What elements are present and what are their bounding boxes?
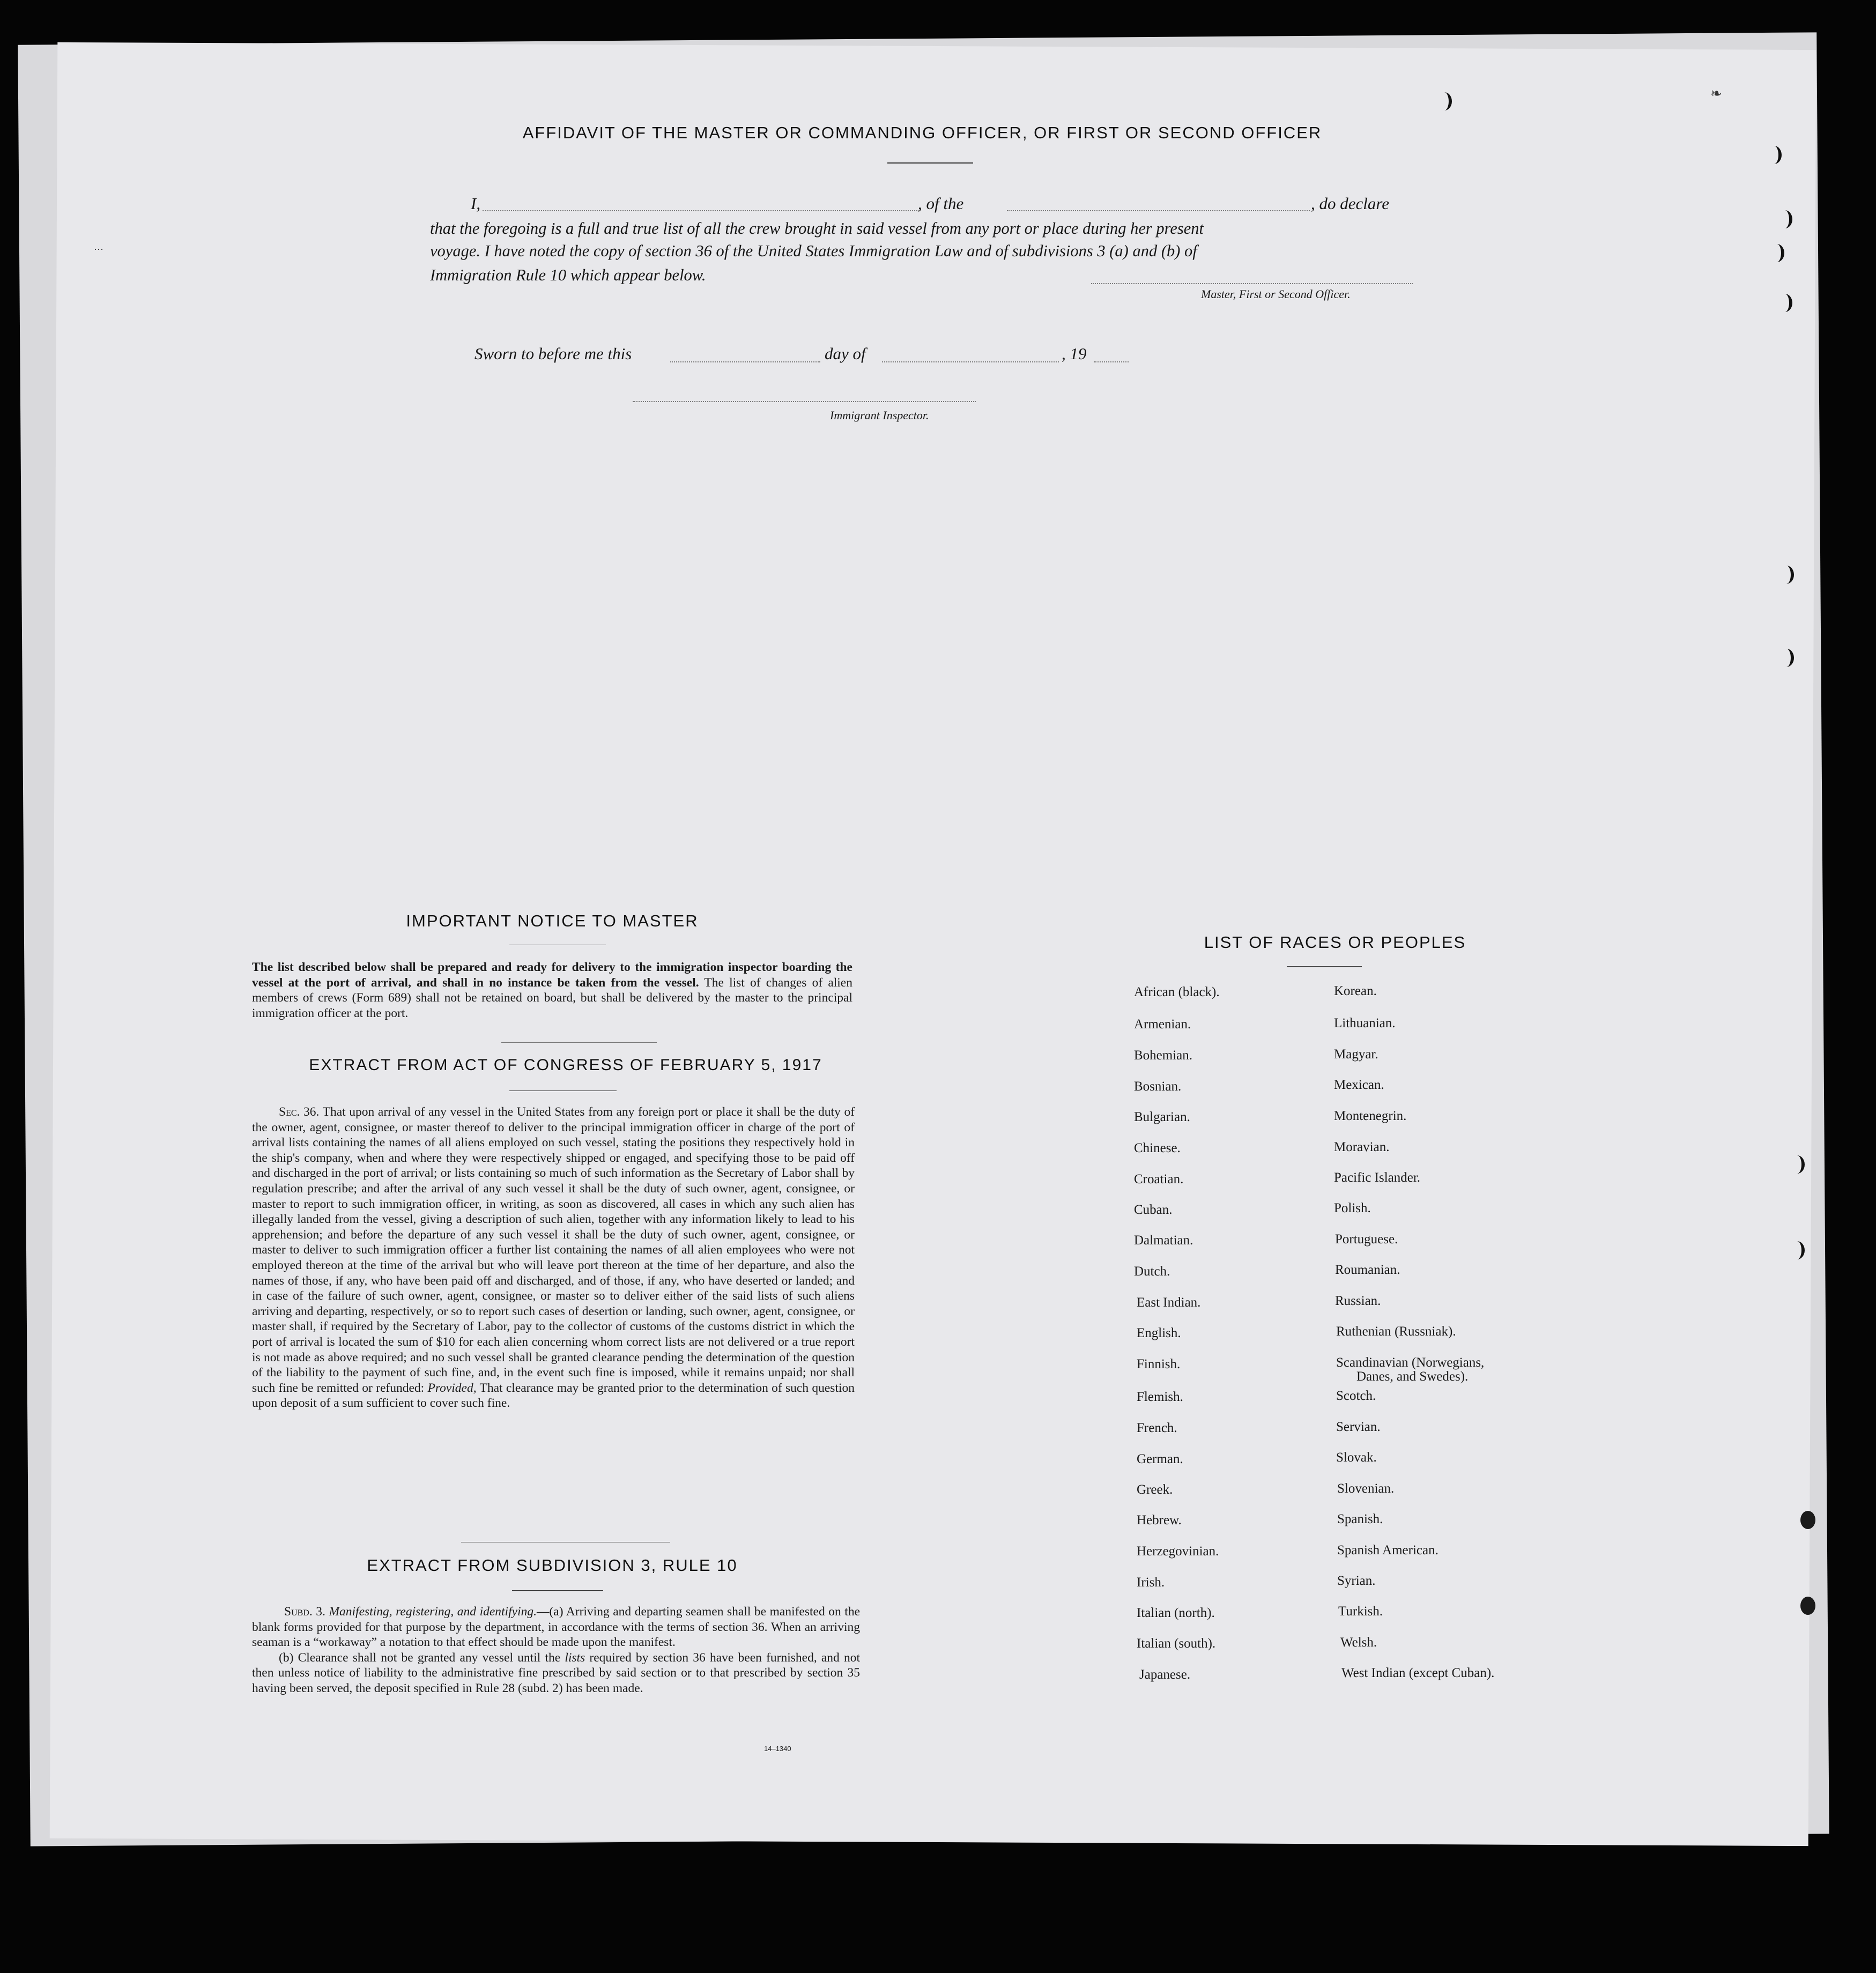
race-item: Polish. <box>1334 1201 1371 1215</box>
race-item: Turkish. <box>1338 1604 1383 1619</box>
binder-hole-icon <box>1790 1155 1805 1174</box>
race-item: Slovenian. <box>1337 1481 1395 1496</box>
notice-title: IMPORTANT NOTICE TO MASTER <box>406 911 699 930</box>
binder-hole-icon <box>1777 294 1792 312</box>
race-item: Welsh. <box>1340 1635 1377 1650</box>
race-item: Bohemian. <box>1134 1048 1193 1063</box>
binder-hole-icon <box>1437 92 1452 110</box>
race-item: German. <box>1137 1452 1183 1466</box>
race-item: Servian. <box>1336 1420 1381 1434</box>
sworn-month-field-line <box>882 361 1059 362</box>
race-item: Greek. <box>1137 1482 1173 1497</box>
race-item: Spanish. <box>1337 1512 1383 1526</box>
race-item: East Indian. <box>1137 1295 1201 1310</box>
notice-text <box>252 960 852 1021</box>
rule-title: EXTRACT FROM SUBDIVISION 3, RULE 10 <box>367 1556 738 1575</box>
race-item: Moravian. <box>1334 1140 1390 1154</box>
vessel-field-line <box>1007 210 1310 211</box>
race-item: Scotch. <box>1336 1389 1376 1403</box>
rule-para-2-lists: lists <box>565 1650 585 1665</box>
race-item: Croatian. <box>1134 1172 1184 1186</box>
notice-text-rest: The list of changes of alien members of crews (Form 689) shall not be retained on board, but shall be delivered by the master to the principal immigration officer at the port. <box>252 975 852 1020</box>
sworn-day-field-line <box>670 361 820 362</box>
race-item-continuation: Danes, and Swedes). <box>1356 1369 1469 1384</box>
margin-mark-icon: ⋯ <box>94 244 103 255</box>
act-section-36-text <box>252 1104 855 1411</box>
form-number: 14–1340 <box>764 1745 791 1753</box>
race-item: Flemish. <box>1137 1390 1183 1404</box>
affidavit-line-1: that the foregoing is a full and true list of all the crew brought in said vessel from any port or place during her present <box>430 219 1204 238</box>
race-item: Japanese. <box>1139 1667 1191 1682</box>
year-field-line <box>1094 361 1129 362</box>
binder-hole-icon <box>1767 146 1782 164</box>
subd-title: Manifesting, registering, and identifying. <box>329 1605 537 1619</box>
inspector-field-line <box>633 401 976 402</box>
race-item: Slovak. <box>1336 1450 1377 1465</box>
name-field-line <box>483 210 920 211</box>
subd-label: Subd. 3. <box>284 1605 325 1619</box>
race-item: Bosnian. <box>1134 1079 1182 1094</box>
sworn-label: Sworn to before me this <box>474 344 632 363</box>
race-item: Bulgarian. <box>1134 1110 1190 1124</box>
inspector-caption: Immigrant Inspector. <box>830 409 929 422</box>
race-item: Cuban. <box>1134 1203 1173 1217</box>
race-item: Armenian. <box>1134 1017 1191 1032</box>
rule-title-underline <box>512 1590 603 1591</box>
binder-hole-icon <box>1779 649 1794 667</box>
race-item: Mexican. <box>1334 1078 1384 1092</box>
rule-para-1: —(a) Arriving and departing seamen shall be manifested on the blank forms provided for that purpose by the department, in accordance with the terms of section 36. When an arriving seaman is a “workaway” a notation to that effect should be made upon the manifest. <box>252 1605 860 1650</box>
race-item: Spanish American. <box>1337 1543 1438 1557</box>
binder-hole-icon <box>1790 1241 1805 1259</box>
section-divider <box>501 1042 657 1043</box>
binder-hole-icon <box>1777 210 1792 228</box>
race-item: Syrian. <box>1337 1574 1376 1588</box>
affidavit-line-3: Immigration Rule 10 which appear below. <box>430 266 706 284</box>
corner-mark-icon: ❧ <box>1710 86 1722 101</box>
race-item: Hebrew. <box>1137 1513 1182 1527</box>
races-title: LIST OF RACES OR PEOPLES <box>1204 933 1466 952</box>
race-item: West Indian (except Cuban). <box>1341 1666 1495 1680</box>
race-item: African (black). <box>1134 985 1220 999</box>
sec-label: Sec. 36. <box>279 1105 320 1119</box>
race-item: English. <box>1137 1326 1181 1340</box>
race-item: Montenegrin. <box>1334 1109 1407 1123</box>
signature-caption: Master, First or Second Officer. <box>1201 287 1351 301</box>
race-item: Herzegovinian. <box>1137 1544 1219 1559</box>
race-item: Korean. <box>1334 984 1377 998</box>
rule-para-2a: (b) Clearance shall not be granted any vessel until the <box>279 1650 561 1665</box>
binder-hole-icon <box>1779 566 1794 584</box>
notice-text-bold: The list described below shall be prepared and ready for delivery to the immigration inspector boarding the vessel at the port of arrival, and shall in no instance be taken from the vessel. <box>252 960 852 990</box>
year-label: , 19 <box>1062 344 1087 363</box>
binder-hole-icon <box>1769 244 1784 262</box>
race-item: Lithuanian. <box>1334 1016 1396 1030</box>
race-item: Roumanian. <box>1335 1263 1400 1277</box>
rule-para-2b: required by section 36 have been furnished, and not then unless notice of liability to the administrative fine prescribed by said section or to that prescribed by section 35 having been served, the deposit specified in Rule 28 (subd. 2) has been made. <box>252 1650 861 1695</box>
act-text-a: That upon arrival of any vessel in the United States from any foreign port or place it shall be the duty of the owner, agent, consignee, or master thereof to deliver to the principal immigration officer in charge of the port of arrival lists containing the names of all aliens employed on such vessel, stating the positions they respectively hold in the ship's company, when and where they were respectively shipped or engaged, and specifying those to be paid off and discharged in the port of arrival; or lists containing so much of such information as the Secretary of Labor shall by regulation prescribe; and after the arrival of any such vessel it shall be the duty of such owner, agent, consignee, or master to report to such immigration officer, in writing, as soon as discovered, all cases in which any such alien has illegally landed from the vessel, giving a description of such alien, together with any information likely to lead to his apprehension; and before the departure of any such vessel it shall be the duty of such owner, agent, consignee, or master to deliver to such immigration officer a further list containing the names of all alien employees who were not employed thereon at the time of the arrival but who will leave port thereon at the time of her departure, and also the names of those, if any, who have been paid off and discharged, and of those, if any, who have deserted or landed; and in case of the failure of such owner, agent, consignee, or master so to deliver either of the said lists of such aliens arriving and departing, respectively, or so to report such cases of desertion or landing, such owner, agent, consignee, or master shall, if required by the Secretary of Labor, pay to the collector of customs of the customs district in which the port of arrival is located the sum of $10 for each alien concerning whom correct lists are not delivered or a true report is not made as above required; and no such vessel shall be granted clearance pending the determination of the question of the liability to the payment of such fine, and, in the event such fine is imposed, while it remains unpaid; nor shall such fine be remitted or refunded: <box>252 1105 855 1395</box>
race-item: Irish. <box>1137 1575 1165 1590</box>
race-item: Magyar. <box>1334 1047 1378 1062</box>
binder-hole-icon <box>1800 1597 1815 1615</box>
races-title-underline <box>1287 966 1362 967</box>
rule-text <box>252 1604 860 1696</box>
race-item: Finnish. <box>1137 1357 1181 1371</box>
race-item: Chinese. <box>1134 1141 1181 1155</box>
provided-label: Provided, <box>427 1381 477 1395</box>
act-text-b: That clearance may be granted prior to the determination of such question upon deposit of a sum sufficient to cover such fine. <box>252 1381 855 1411</box>
race-item: Dutch. <box>1134 1264 1170 1279</box>
race-item: Italian (south). <box>1137 1636 1216 1651</box>
affidavit-line-2: voyage. I have noted the copy of section 36 of the United States Immigration Law and of subdivisions 3 (a) and (b) of <box>430 242 1197 260</box>
title-underline <box>887 162 973 164</box>
affidavit-of-the-label: , of the <box>918 194 964 213</box>
race-item: Portuguese. <box>1335 1232 1398 1247</box>
affidavit-declare-label: , do declare <box>1311 194 1390 213</box>
race-item: French. <box>1137 1421 1177 1435</box>
race-item: Italian (north). <box>1137 1606 1215 1620</box>
affidavit-title: AFFIDAVIT OF THE MASTER OR COMMANDING OFFICER, OR FIRST OR SECOND OFFICER <box>522 123 1322 142</box>
signature-field-line <box>1091 283 1413 284</box>
race-item: Pacific Islander. <box>1334 1170 1421 1185</box>
affidavit-i-label: I, <box>471 194 481 213</box>
race-item: Scandinavian (Norwegians, <box>1336 1355 1485 1370</box>
race-item: Dalmatian. <box>1134 1233 1193 1248</box>
act-title: EXTRACT FROM ACT OF CONGRESS OF FEBRUARY 5, 1917 <box>309 1056 822 1074</box>
binder-hole-icon <box>1800 1511 1815 1529</box>
day-of-label: day of <box>825 344 866 363</box>
race-item: Russian. <box>1335 1294 1381 1308</box>
race-item: Ruthenian (Russniak). <box>1336 1324 1456 1339</box>
